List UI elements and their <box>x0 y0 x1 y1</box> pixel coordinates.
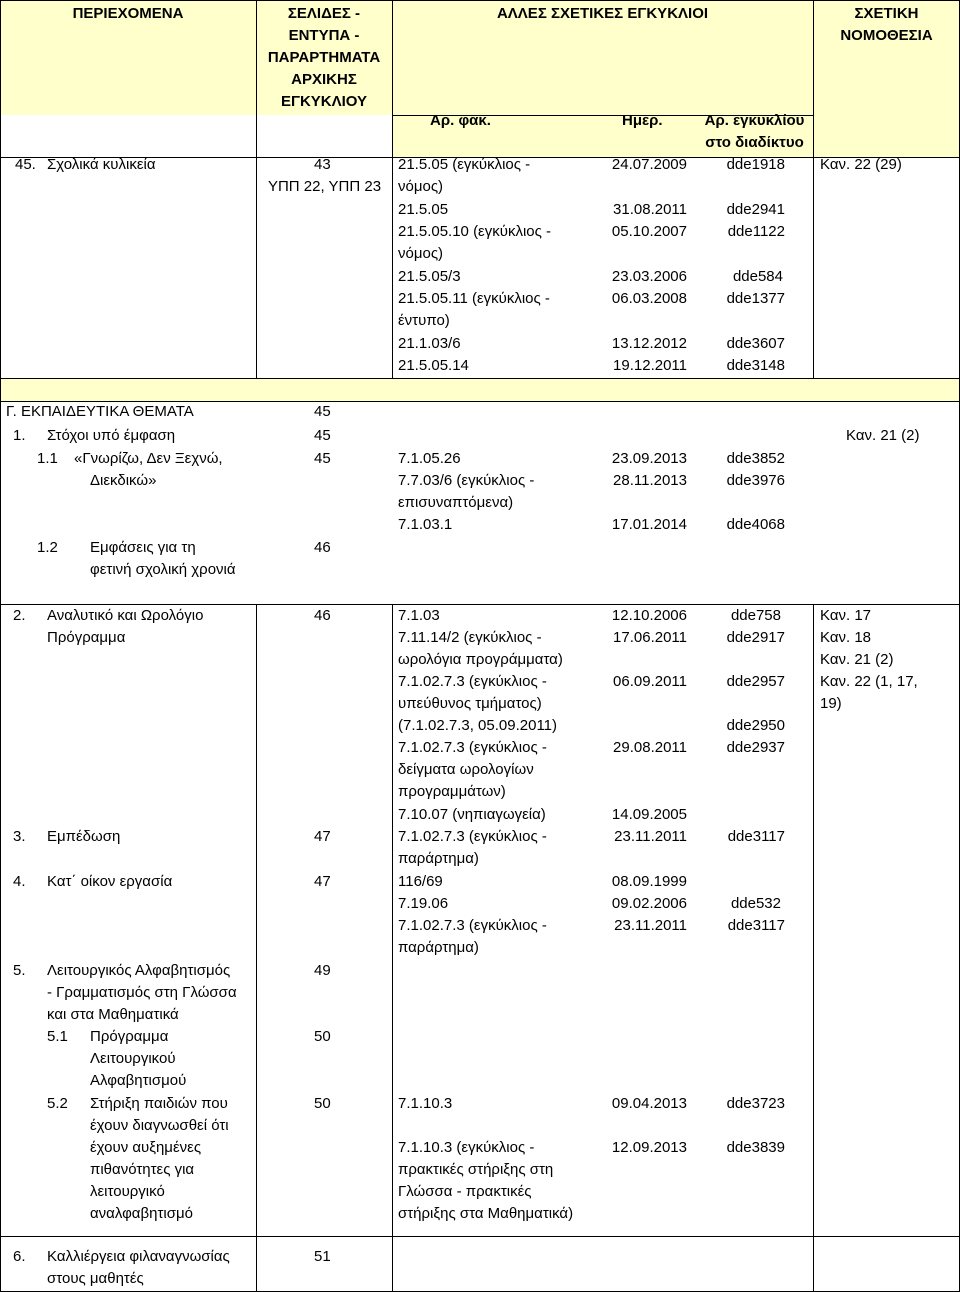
circ-file: Γλώσσα - πρακτικές <box>398 1183 532 1200</box>
circ-file: πρακτικές στήριξης στη <box>398 1161 554 1178</box>
circ-file: 7.1.05.26 <box>398 450 461 467</box>
circ-code: dde3607 <box>726 335 785 352</box>
row-5-title: και στα Μαθηματικά <box>47 1006 179 1023</box>
section-separator-band <box>0 378 960 401</box>
row-3-title: Εμπέδωση <box>47 828 121 845</box>
row-1-2-number: 1.2 <box>37 539 58 556</box>
header-pages-line: ΣΕΛΙΔΕΣ - <box>287 5 361 22</box>
circ-file: 7.1.02.7.3 (εγκύκλιος - <box>398 828 547 845</box>
row-1-2-title: Εμφάσεις για τη <box>90 539 196 556</box>
row-6-number: 6. <box>13 1248 26 1265</box>
circ-file: παράρτημα) <box>398 850 479 867</box>
row-5-2-title: Στήριξη παιδιών που <box>90 1095 228 1112</box>
circ-date: 14.09.2005 <box>611 806 687 823</box>
circ-date: 09.02.2006 <box>611 895 687 912</box>
row-3-number: 3. <box>13 828 26 845</box>
circ-file: 7.1.10.3 <box>398 1095 453 1112</box>
circ-file: παράρτημα) <box>398 939 479 956</box>
circ-file: 7.1.03 <box>398 607 440 624</box>
circ-file: 21.5.05 (εγκύκλιος - <box>398 156 531 173</box>
circ-date: 24.07.2009 <box>611 156 687 173</box>
row-1-2-page: 46 <box>314 539 331 556</box>
row-2-law: 19) <box>820 695 842 712</box>
circ-file: νόμος) <box>398 178 444 195</box>
row-1-1-title: Διεκδικώ» <box>90 472 157 489</box>
row-2-law: Καν. 21 (2) <box>820 651 894 668</box>
circ-code: dde3976 <box>726 472 785 489</box>
circ-code: dde2937 <box>726 739 785 756</box>
circ-date: 12.09.2013 <box>611 1139 687 1156</box>
row-1-1-number: 1.1 <box>37 450 58 467</box>
circ-code: dde758 <box>730 607 781 624</box>
circ-file: 7.1.03.1 <box>398 516 453 533</box>
circ-code: dde3117 <box>727 828 785 845</box>
circ-file: 21.5.05.11 (εγκύκλιος - <box>398 290 550 307</box>
row-6-title: Καλλιέργεια φιλαναγνωσίας <box>47 1248 230 1265</box>
row-2-number: 2. <box>13 607 26 624</box>
circ-date: 28.11.2013 <box>613 472 687 489</box>
circ-file: 21.5.05/3 <box>398 268 461 285</box>
circ-file: δείγματα ωρολογίων <box>398 761 534 778</box>
row-45-forms: ΥΠΠ 22, ΥΠΠ 23 <box>267 178 382 195</box>
row-2-page: 46 <box>314 607 331 624</box>
circ-date: 17.06.2011 <box>613 629 687 646</box>
row-45-page: 43 <box>314 156 331 173</box>
header-pages-line: ΕΓΚΥΚΛΙΟΥ <box>280 93 368 110</box>
circ-date: 05.10.2007 <box>611 223 687 240</box>
subheader-file-no: Αρ. φακ. <box>430 112 491 129</box>
row-5-2-title: αναλφαβητισμό <box>90 1205 193 1222</box>
header-pages-line: ΑΡΧΙΚΗΣ <box>291 71 357 88</box>
circ-date: 06.03.2008 <box>611 290 687 307</box>
circ-file: ωρολόγια προγράμματα) <box>398 651 563 668</box>
row-6-page: 51 <box>314 1248 331 1265</box>
row-4-number: 4. <box>13 873 26 890</box>
circ-date: 09.04.2013 <box>611 1095 687 1112</box>
row-2-title: Πρόγραμμα <box>47 629 126 646</box>
circ-date: 23.03.2006 <box>611 268 687 285</box>
circ-code: dde2941 <box>726 201 785 218</box>
circ-date: 12.10.2006 <box>611 607 687 624</box>
circ-code: dde3148 <box>726 357 785 374</box>
circ-code: dde3117 <box>727 917 785 934</box>
circ-date: 06.09.2011 <box>613 673 687 690</box>
circ-file: 7.19.06 <box>398 895 449 912</box>
subheader-online-line: στο διαδίκτυο <box>705 134 804 151</box>
circ-code: dde3723 <box>726 1095 785 1112</box>
header-other-circulars: ΑΛΛΕΣ ΣΧΕΤΙΚΕΣ ΕΓΚΥΚΛΙΟΙ <box>496 5 709 22</box>
rule-top <box>0 0 960 1</box>
row-5-2-title: έχουν αυξημένες <box>90 1139 202 1156</box>
header-pages-line: ΕΝΤΥΠΑ - <box>288 27 360 44</box>
circ-code: dde3852 <box>726 450 785 467</box>
col-divider-2b <box>392 604 393 1292</box>
row-5-2-page: 50 <box>314 1095 331 1112</box>
circ-date: 23.11.2011 <box>614 828 687 845</box>
header-blank-area <box>0 115 392 157</box>
row-4-page: 47 <box>314 873 331 890</box>
subheader-date: Ημερ. <box>622 112 663 129</box>
circ-file: 116/69 <box>398 873 443 890</box>
row-5-2-number: 5.2 <box>47 1095 68 1112</box>
row-5-1-page: 50 <box>314 1028 331 1045</box>
col-divider-1b <box>256 604 257 1292</box>
circ-code: dde1122 <box>727 223 785 240</box>
circ-date: 23.11.2011 <box>614 917 687 934</box>
header-contents: ΠΕΡΙΕΧΟΜΕΝΑ <box>72 5 184 22</box>
row-1-title: Στόχοι υπό έμφαση <box>47 427 176 444</box>
row-5-page: 49 <box>314 962 331 979</box>
circ-file: 7.11.14/2 (εγκύκλιος - <box>398 629 542 646</box>
row-3-page: 47 <box>314 828 331 845</box>
circ-date: 08.09.1999 <box>611 873 687 890</box>
circ-code: dde1377 <box>726 290 785 307</box>
row-45-title: Σχολικά κυλικεία <box>47 156 156 173</box>
row-2-law: Καν. 17 <box>820 607 872 624</box>
circ-code: dde2957 <box>726 673 785 690</box>
circ-code: dde584 <box>732 268 783 285</box>
circ-file: επισυναπτόμενα) <box>398 494 514 511</box>
circ-file: 21.1.03/6 <box>398 335 461 352</box>
circ-file: 7.1.02.7.3 (εγκύκλιος - <box>398 739 547 756</box>
row-5-2-title: έχουν διαγνωσθεί ότι <box>90 1117 229 1134</box>
row-1-number: 1. <box>13 427 26 444</box>
circ-date: 13.12.2012 <box>611 335 687 352</box>
col-divider-2a <box>392 0 393 378</box>
subheader-online-no <box>696 110 813 154</box>
row-5-1-title: Λειτουργικού <box>90 1050 176 1067</box>
col-divider-3b <box>813 604 814 1292</box>
row-4-title: Κατ΄ οίκον εργασία <box>47 873 173 890</box>
header-legislation-line: ΣΧΕΤΙΚΗ <box>854 5 919 22</box>
circ-code: dde532 <box>730 895 781 912</box>
border-left <box>0 0 1 1292</box>
circ-file: έντυπο) <box>398 312 450 329</box>
circ-code: dde2950 <box>726 717 785 734</box>
row-1-2-title: φετινή σχολική χρονιά <box>90 561 236 578</box>
circ-file: 21.5.05.10 (εγκύκλιος - <box>398 223 552 240</box>
row-6-title: στους μαθητές <box>47 1270 144 1287</box>
header-pages-line: ΠΑΡΑΡΤΗΜΑΤΑ <box>267 49 381 66</box>
circ-file: στήριξης στα Μαθηματικά) <box>398 1205 574 1222</box>
circ-file: 21.5.05 <box>398 201 449 218</box>
section-g-title: Γ. ΕΚΠΑΙΔΕΥΤΙΚΑ ΘΕΜΑΤΑ <box>6 403 194 420</box>
row-5-2-title: πιθανότητες για <box>90 1161 195 1178</box>
circ-date: 17.01.2014 <box>611 516 687 533</box>
row-2-law: Καν. 18 <box>820 629 872 646</box>
row-1-1-page: 45 <box>314 450 331 467</box>
row-5-1-number: 5.1 <box>47 1028 68 1045</box>
circ-file: (7.1.02.7.3, 05.09.2011) <box>398 717 558 734</box>
row-45-law: Καν. 22 (29) <box>820 156 902 173</box>
circ-file: νόμος) <box>398 245 444 262</box>
circ-file: 7.7.03/6 (εγκύκλιος - <box>398 472 535 489</box>
row-45-number: 45. <box>15 156 36 173</box>
row-5-title: - Γραμματισμός στη Γλώσσα <box>47 984 237 1001</box>
circ-file: 7.1.02.7.3 (εγκύκλιος - <box>398 917 547 934</box>
circ-file: προγραμμάτων) <box>398 783 506 800</box>
section-g-page: 45 <box>314 403 331 420</box>
rule-5-bottom <box>0 1236 960 1237</box>
circ-date: 31.08.2011 <box>613 201 687 218</box>
circ-file: 21.5.05.14 <box>398 357 469 374</box>
circ-file: 7.1.10.3 (εγκύκλιος - <box>398 1139 535 1156</box>
header-legislation <box>813 3 960 47</box>
circ-file: υπεύθυνος τμήματος) <box>398 695 542 712</box>
circ-file: 7.10.07 (νηπιαγωγεία) <box>398 806 546 823</box>
circ-code: dde2917 <box>726 629 785 646</box>
row-2-title: Αναλυτικό και Ωρολόγιο <box>47 607 204 624</box>
row-5-1-title: Πρόγραμμα <box>90 1028 169 1045</box>
row-2-law: Καν. 22 (1, 17, <box>820 673 918 690</box>
circ-code: dde3839 <box>726 1139 785 1156</box>
header-legislation-line: ΝΟΜΟΘΕΣΙΑ <box>840 27 933 44</box>
rule-45-bottom <box>0 378 960 379</box>
circ-code: dde1918 <box>726 156 785 173</box>
row-1-page: 45 <box>314 427 331 444</box>
row-5-2-title: λειτουργικό <box>90 1183 165 1200</box>
row-5-number: 5. <box>13 962 26 979</box>
circ-file: 7.1.02.7.3 (εγκύκλιος - <box>398 673 547 690</box>
row-5-title: Λειτουργικός Αλφαβητισμός <box>47 962 231 979</box>
header-pages <box>256 3 392 113</box>
circ-date: 29.08.2011 <box>613 739 687 756</box>
circ-date: 19.12.2011 <box>613 357 687 374</box>
col-divider-3a <box>813 0 814 378</box>
circ-code: dde4068 <box>726 516 785 533</box>
row-1-1-title: «Γνωρίζω, Δεν Ξεχνώ, <box>74 450 223 467</box>
subheader-online-line: Αρ. εγκυκλίου <box>704 112 805 129</box>
row-1-law: Καν. 21 (2) <box>846 427 920 444</box>
row-5-1-title: Αλφαβητισμού <box>90 1072 187 1089</box>
circ-date: 23.09.2013 <box>611 450 687 467</box>
